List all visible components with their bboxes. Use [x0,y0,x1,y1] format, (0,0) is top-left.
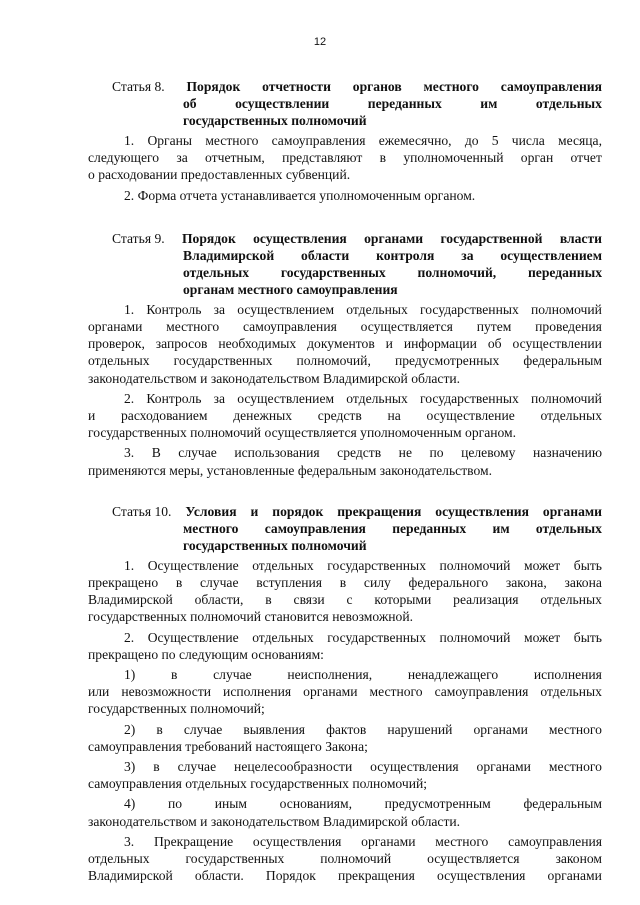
word: осуществления [435,503,529,519]
word: федеральным [523,796,602,812]
paragraph-line [88,629,602,646]
article-label: Статья 8. [112,79,165,94]
article-title-line [88,281,602,298]
word: проверок, [88,336,145,352]
word: органами [364,230,424,246]
paragraph-line [88,166,602,183]
word: закона, [505,575,547,591]
word: невозможности [121,684,212,700]
word: 2) [124,721,136,737]
word: государственных [280,264,386,280]
word: органами [547,868,602,884]
line-text: о расходовании предоставленных субвенций. [88,167,351,183]
word: В [151,445,161,461]
word: и [88,408,96,424]
word: отдельных [535,96,602,111]
word: на [387,408,401,424]
page-number: 12 [313,36,327,48]
word: информации [403,336,477,352]
word: области, [194,592,244,608]
word: быть [573,557,602,573]
word: 4) [124,796,136,812]
word: государственных полномочий [183,113,367,128]
word: за [213,301,226,317]
word: Условия [185,503,237,519]
paragraph-line [88,738,602,755]
paragraph-line [88,795,602,812]
word: отдельных [88,353,150,369]
word: случае [199,575,239,591]
paragraph-line [88,813,602,830]
word: полномочий [439,557,511,573]
word: за [176,150,188,166]
word: органов [352,79,402,94]
word: силу [363,575,391,591]
word: самоуправления [508,833,602,849]
word: средств [317,408,362,424]
word: отдельных [346,301,408,317]
paragraph-line [88,424,602,441]
article-title-line [88,503,602,520]
word: области. [194,868,244,884]
word: Порядок [186,79,241,94]
paragraph-line [88,591,602,608]
word: полномочий, [417,264,497,280]
line-text: самоуправления требований настоящего Закона; [88,738,368,754]
word: им [492,520,510,536]
line-text: прекращено по следующим основаниям: [88,646,324,662]
word: основаниям, [279,796,352,812]
word: проведения [535,319,602,335]
word: порядок [272,503,324,519]
word: может [524,629,561,645]
word: отчет [570,150,602,166]
word: государственных [185,851,285,867]
word: переданных [527,264,602,280]
word: исполнения [533,667,602,683]
paragraph [88,187,602,204]
paragraph-line [88,683,602,700]
word: в [379,150,387,166]
word: иным [214,796,248,812]
word: в [156,721,163,737]
word: до [464,133,479,148]
word: Порядок [265,868,316,884]
article-title-line [88,78,602,95]
word: закона [564,575,602,591]
word: полномочий [320,851,392,867]
word: Владимирской [88,592,173,608]
article-heading [88,503,602,554]
word: следующего [88,150,160,166]
paragraph-line [88,335,602,352]
word: нецелесообразности [234,759,353,775]
paragraph [88,132,602,184]
word: путем [476,319,512,335]
word: отдельных [252,557,314,573]
word: переданных [392,520,467,536]
word: за [461,247,474,263]
word: 2. [124,629,135,645]
word: самоуправления [242,319,337,335]
word: государственных полномочий [183,537,367,553]
word: отдельных [183,264,250,280]
paragraph-line [88,352,602,369]
article-heading [88,78,602,129]
article-title-line [88,264,602,281]
word: местного [183,520,239,536]
line-text: государственных полномочий; [88,701,265,717]
word: расходованием [120,408,208,424]
word: орган [520,150,554,166]
paragraph-line [88,867,602,884]
word: ненадлежащего [407,667,499,683]
word: вступления [256,575,323,591]
word: осуществление [426,408,515,424]
word: быть [573,629,602,645]
word: самоуправления [271,133,366,148]
word: средств [337,445,382,461]
word: Органы [147,133,193,148]
paragraph-line [88,390,602,407]
paragraph-line [88,407,602,424]
word: случае [178,445,217,461]
paragraph [88,721,602,755]
word: назначению [532,445,602,461]
paragraph-line [88,850,602,867]
word: местного [548,721,602,737]
word: местного [369,684,423,700]
article-label: Статья 10. [112,503,172,519]
word: власти [559,230,602,246]
article-title-line [88,112,602,129]
word: месяца, [558,133,602,148]
word: области [301,247,350,263]
article-9 [88,230,602,479]
word: местного [166,319,220,335]
word: в [175,575,183,591]
document-body [88,78,602,885]
word: в [171,667,178,683]
article-title-line [88,537,602,554]
paragraph [88,795,602,829]
word: государственных [173,353,273,369]
word: 1. [124,301,135,317]
paragraph [88,301,602,387]
word: 3. [124,445,135,461]
word: Контроль [146,390,202,406]
word: об [487,336,502,352]
word: местного [423,79,479,94]
paragraph-line [88,132,602,149]
word: отдельных [88,851,150,867]
word: об [183,96,197,111]
paragraph [88,557,602,626]
word: в [339,575,347,591]
word: 3) [124,759,136,775]
word: полномочий [531,390,602,406]
word: связи [293,592,325,608]
word: осуществлением [500,247,602,263]
word: по [429,445,444,461]
word: случае [213,667,252,683]
word: Осуществление [147,629,239,645]
line-text: законодательством и законодательством Владимирской области. [88,370,461,386]
word: местного [548,759,602,775]
word: выявления [243,721,306,737]
article-10 [88,503,602,885]
paragraph-line [88,444,602,461]
word: им [480,96,498,111]
word: с [346,592,353,608]
word: и [385,336,393,352]
article-title-line [88,247,602,264]
word: самоуправления [500,79,602,94]
paragraph-line [88,666,602,683]
word: отдельных [540,684,602,700]
word: числа [511,133,545,148]
paragraph-line [88,187,602,204]
word: неисполнения, [287,667,373,683]
word: прекращено [88,575,159,591]
word: в [153,759,160,775]
word: федерального [408,575,489,591]
word: которыми [374,592,432,608]
word: органами [88,319,143,335]
paragraph-line [88,608,602,625]
word: Порядок [181,230,236,246]
word: осуществляется [427,851,520,867]
word: нарушений [387,721,453,737]
word: 2. [124,390,135,406]
paragraph-line [88,318,602,335]
paragraph-line [88,370,602,387]
paragraph-line [88,833,602,850]
paragraph [88,833,602,885]
word: государственных [420,390,519,406]
article-8 [88,78,602,204]
word: местного [205,133,259,148]
word: необходимых [218,336,297,352]
word: полномочий, [296,353,371,369]
word: государственных [327,629,426,645]
word: денежных [233,408,293,424]
word: осуществления [252,833,342,849]
word: случае [183,721,223,737]
line-text: государственных полномочий осуществляется уполномоченным органом. [88,425,517,441]
word: осуществления [253,230,347,246]
word: 1. [124,133,135,148]
word: осуществлении [235,96,330,111]
paragraph-line [88,301,602,318]
word: Осуществление [147,557,239,573]
word: отдельных [540,408,602,424]
line-text: применяются меры, установленные федеральным законодательством. [88,462,492,478]
word: отчетности [262,79,331,94]
word: запросов [155,336,208,352]
word: реализация [453,592,519,608]
article-title-line [88,95,602,112]
paragraph [88,629,602,663]
article-label: Статья 9. [112,230,165,246]
paragraph [88,666,602,718]
word: органами [476,759,531,775]
word: исполнения [223,684,292,700]
word: фактов [326,721,367,737]
line-text: самоуправления отдельных государственных полномочий; [88,776,428,792]
line-text: законодательством и законодательством Владимирской области. [88,813,461,829]
word: Владимирской [183,247,275,263]
word: самоуправления [264,520,366,536]
line-text: государственных полномочий становится невозможной. [88,609,413,625]
word: органами [473,721,528,737]
word: в [265,592,272,608]
word: прекращения [337,868,415,884]
word: 1. [124,557,135,573]
paragraph [88,758,602,792]
word: осуществлении [512,336,602,352]
word: 5 [491,133,499,148]
paragraph-line [88,462,602,479]
word: прекращения [337,503,422,519]
word: документов [307,336,375,352]
word: осуществлением [237,390,335,406]
article-heading [88,230,602,298]
paragraph-line [88,646,602,663]
word: использования [234,445,320,461]
word: представляют [282,150,363,166]
word: контроля [376,247,435,263]
paragraph [88,444,602,478]
word: Прекращение [153,833,234,849]
paragraph [88,390,602,442]
word: органам местного самоуправления [183,281,398,297]
paragraph-line [88,758,602,775]
word: осуществления [370,759,459,775]
word: или [88,684,110,700]
word: предусмотренных [394,353,500,369]
word: Контроль [146,301,202,317]
word: органами [303,684,358,700]
word: государственных [327,557,426,573]
word: отдельных [346,390,408,406]
word: 3. [124,833,135,849]
paragraph-line [88,557,602,574]
word: не [398,445,412,461]
paragraph-line [88,775,602,792]
word: осуществления [436,868,526,884]
word: 1) [124,667,136,683]
word: за [213,390,226,406]
word: местного [435,833,489,849]
paragraph-line [88,574,602,591]
word: отдельных [540,592,602,608]
word: самоуправления [434,684,529,700]
paragraph-line [88,149,602,166]
paragraph-line [88,700,602,717]
word: полномочий [439,629,511,645]
word: целевому [461,445,516,461]
word: ежемесячно, [378,133,452,148]
word: случае [177,759,217,775]
word: Владимирской [88,868,173,884]
word: может [524,557,561,573]
article-title-line [88,230,602,247]
paragraph-line [88,721,602,738]
article-title-line [88,520,602,537]
word: уполномоченный [403,150,504,166]
word: переданных [367,96,442,111]
word: государственных [420,301,519,317]
word: предусмотренным [384,796,491,812]
word: по [167,796,183,812]
word: отчетным, [205,150,265,166]
word: федеральным [523,353,602,369]
word: осуществляется [360,319,453,335]
word: государственной [440,230,543,246]
word: и [250,503,259,519]
word: отдельных [252,629,314,645]
line-text: 2. Форма отчета устанавливается уполномоченным органом. [124,187,476,203]
word: органами [361,833,416,849]
word: отдельных [535,520,602,536]
word: законом [555,851,602,867]
word: осуществлением [237,301,335,317]
word: полномочий [531,301,602,317]
word: органами [542,503,602,519]
